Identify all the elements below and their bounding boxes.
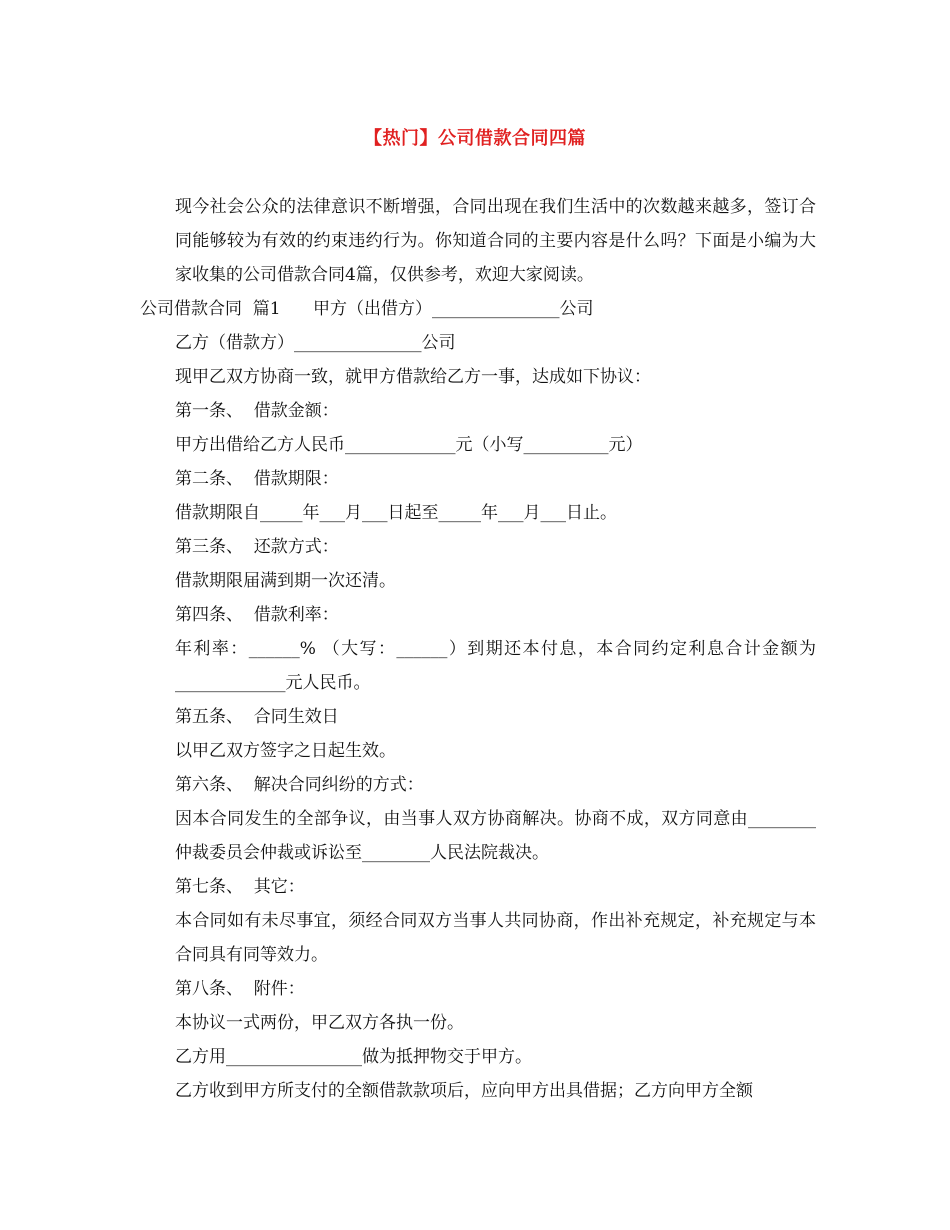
article-7-heading: 第七条、 其它： (175, 877, 305, 897)
document-body (140, 190, 816, 1108)
article-4-heading: 第四条、 借款利率： (175, 605, 339, 625)
article-1-heading: 第一条、 借款金额： (175, 401, 339, 421)
agreement-line: 现甲乙双方协商一致，就甲方借款给乙方一事，达成如下协议： (175, 367, 651, 387)
receipt-line: 乙方收到甲方所支付的全额借款款项后，应向甲方出具借据；乙方向甲方全额 (175, 1081, 753, 1101)
article-8-heading: 第八条、 附件： (175, 979, 305, 999)
article-2-text: 借款期限自_____年___月___日起至_____年___月___日止。 (175, 503, 617, 523)
contract-heading-line: 公司借款合同 篇1 甲方（出借方）_______________公司 (140, 299, 594, 319)
article-3-text: 借款期限届满到期一次还清。 (175, 571, 396, 591)
article-1-text: 甲方出借给乙方人民币_____________元（小写__________元） (175, 435, 643, 455)
article-8-text: 本协议一式两份，甲乙双方各执一份。 (175, 1013, 464, 1033)
article-4-text: 年利率：______% （大写：______）到期还本付息，本合同约定利息合计金额为_____________元人民币。 (175, 639, 816, 693)
article-2-heading: 第二条、 借款期限： (175, 469, 339, 489)
document-title: 【热门】公司借款合同四篇 (364, 128, 586, 149)
article-6-heading: 第六条、 解决合同纠纷的方式： (175, 775, 424, 795)
article-5-heading: 第五条、 合同生效日 (175, 707, 339, 727)
collateral-line: 乙方用________________做为抵押物交于甲方。 (175, 1047, 532, 1067)
article-5-text: 以甲乙双方签字之日起生效。 (175, 741, 396, 761)
article-7-text: 本合同如有未尽事宜，须经合同双方当事人共同协商，作出补充规定，补充规定与本合同具有同等效力。 (175, 911, 816, 965)
party-b-line: 乙方（借款方）_______________公司 (175, 333, 456, 353)
article-6-text: 因本合同发生的全部争议，由当事人双方协商解决。协商不成，双方同意由________仲裁委员会仲裁或诉讼至________人民法院裁决。 (175, 809, 816, 863)
intro-paragraph: 现今社会公众的法律意识不断增强，合同出现在我们生活中的次数越来越多，签订合同能够较为有效的约束违约行为。你知道合同的主要内容是什么吗？下面是小编为大家收集的公司借款合同4篇，仅供参考，欢迎大家阅读。 (175, 197, 816, 285)
article-3-heading: 第三条、 还款方式： (175, 537, 339, 557)
